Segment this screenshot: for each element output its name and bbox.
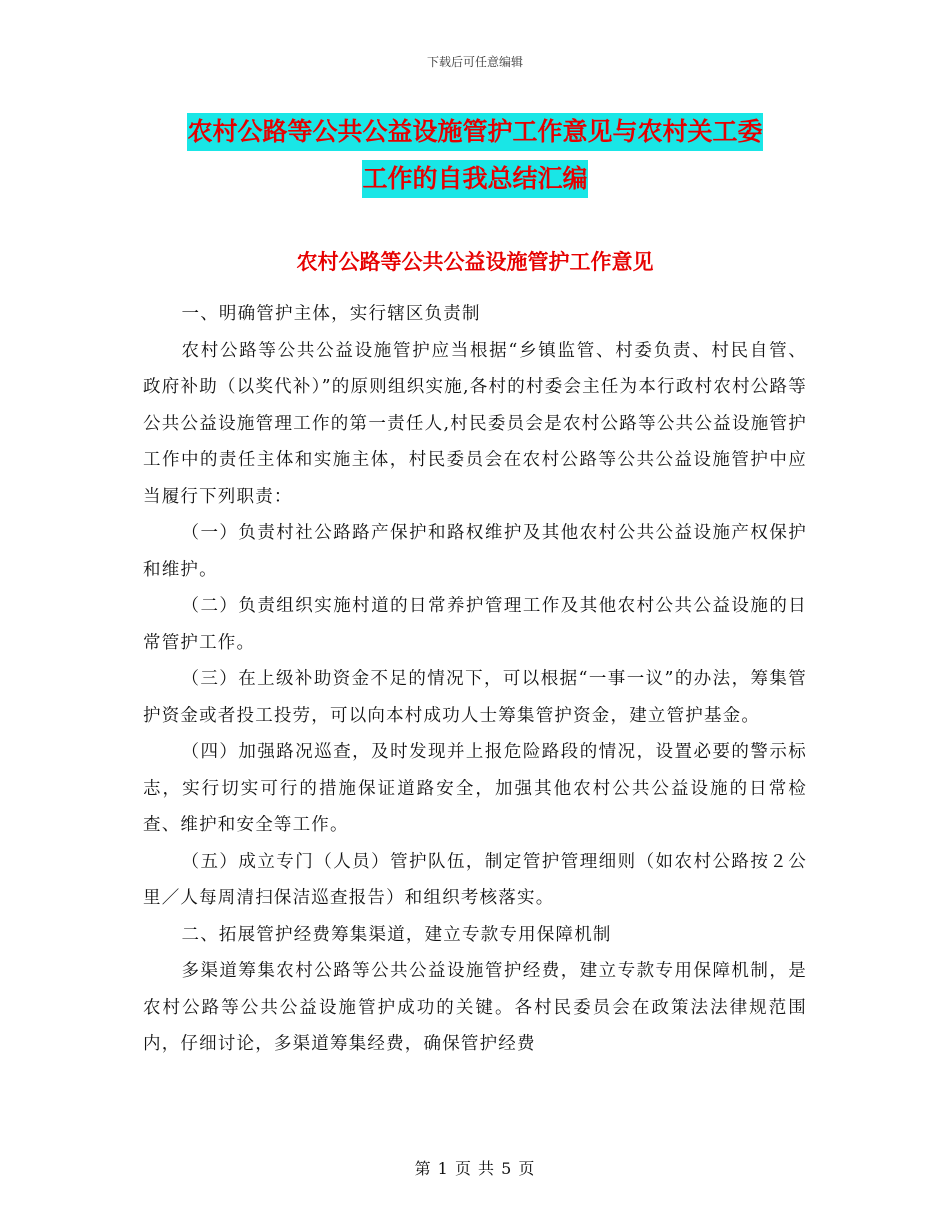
list-item-3: （三）在上级补助资金不足的情况下，可以根据“一事一议”的办法，筹集管护资金或者投工投劳，可以向本村成功人士筹集管护资金，建立管护基金。	[143, 669, 807, 726]
document-body	[143, 296, 807, 1063]
title-line-1: 农村公路等公共公益设施管护工作意见与农村关工委	[187, 113, 762, 151]
list-item-5: （五）成立专门（人员）管护队伍，制定管护管理细则（如农村公路按２公里／人每周清扫保洁巡查报告）和组织考核落实。	[143, 851, 807, 908]
page-number: 第 1 页 共 5 页	[414, 1159, 536, 1178]
document-title	[143, 108, 807, 202]
paragraph: 农村公路等公共公益设施管护应当根据“乡镇监管、村委负责、村民自管、政府补助（以奖代补）”的原则组织实施,各村的村委会主任为本行政村农村公路等公共公益设施管理工作的第一责任人,村民委员会是农村公路等公共公益设施管护工作中的责任主体和实施主体，村民委员会在农村公路等公共公益设施管护中应当履行下列职责：	[143, 340, 807, 507]
heading-2: 二、拓展管护经费筹集渠道，建立专款专用保障机制	[181, 924, 612, 945]
paragraph: 多渠道筹集农村公路等公共公益设施管护经费，建立专款专用保障机制，是农村公路等公共公益设施管护成功的关键。各村民委员会在政策法法律规范围内，仔细讨论，多渠道筹集经费，确保管护经费	[143, 961, 807, 1054]
section-title: 农村公路等公共公益设施管护工作意见	[296, 250, 654, 274]
list-item-2: （二）负责组织实施村道的日常养护管理工作及其他农村公共公益设施的日常管护工作。	[143, 596, 807, 653]
header-note: 下载后可任意编辑	[426, 55, 523, 69]
title-line-2: 工作的自我总结汇编	[362, 160, 587, 198]
heading-1: 一、明确管护主体，实行辖区负责制	[181, 304, 481, 324]
list-item-4: （四）加强路况巡查，及时发现并上报危险路段的情况，设置必要的警示标志，实行切实可行的措施保证道路安全，加强其他农村公共公益设施的日常检查、维护和安全等工作。	[143, 742, 807, 835]
list-item-1: （一）负责村社公路路产保护和路权维护及其他农村公共公益设施产权保护和维护。	[143, 523, 807, 580]
